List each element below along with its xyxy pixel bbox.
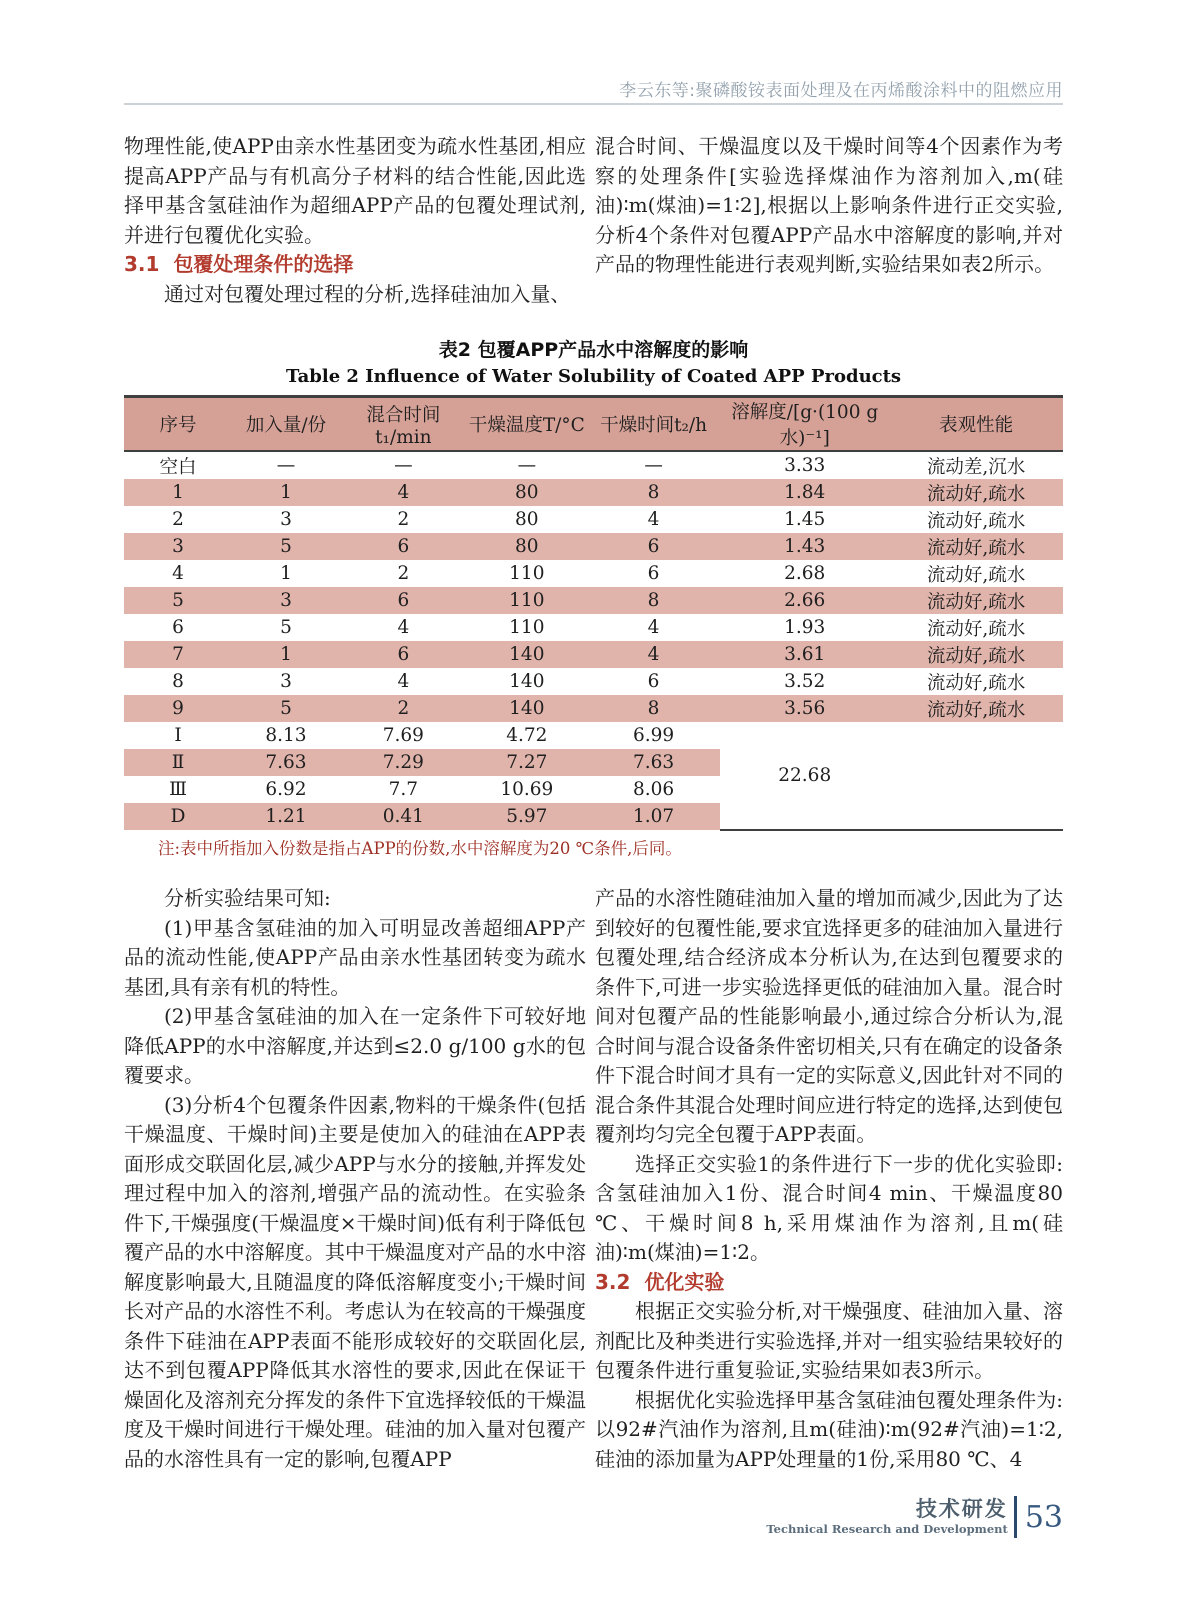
paragraph: 通过对包覆处理过程的分析,选择硅油加入量、 [164, 281, 571, 306]
paragraph: (2)甲基含氢硅油的加入在一定条件下可较好地降低APP的水中溶解度,并达到≤2.0 g/100 g水的包覆要求。 [124, 1004, 586, 1087]
table-cell: 80 [515, 509, 539, 530]
table2-title-cn: 表2 包覆APP产品水中溶解度的影响 [438, 339, 749, 361]
paragraph: (3)分析4个包覆条件因素,物料的干燥条件(包括干燥温度、干燥时间)主要是使加入的硅油在APP表面形成交联固化层,减少APP与水分的接触,并挥发处理过程中加入的溶剂,增强产品的流动性。在实验条件下,干燥强度(干燥温度×干燥时间)低有利于降低包覆产品的水中溶解度。其中干燥温度对产品的水中溶解度影响最大,且随温度的降低溶解度变小;干燥时间长对产品的水溶性不利。考虑认为在较高的干燥强度条件下硅油在APP表面不能形成较好的交联固化层,达不到包覆APP降低其水溶性的要求,因此在保证干燥固化及溶剂充分挥发的条件下宜选择较低的干燥温度及干燥时间进行干燥处理。硅油的加入量对包覆产品的水溶性具有一定的影响,包覆APP [124, 1092, 586, 1471]
table-cell: 5 [280, 617, 292, 638]
table-cell: 7 [124, 641, 232, 668]
section-title: 包覆处理条件的选择 [173, 252, 354, 276]
table-cell: 3.52 [784, 671, 826, 692]
table-cell: 空白 [159, 456, 197, 478]
table-cell: 1.93 [784, 617, 826, 638]
table-cell: 7.63 [232, 749, 340, 776]
table-cell: D [124, 803, 232, 830]
bottom-right-column [595, 884, 1063, 1474]
table-cell: 6.99 [632, 725, 675, 746]
table-cell: 4 [340, 479, 467, 506]
page-number: 53 [1024, 1499, 1063, 1535]
table-cell: 2 [397, 563, 410, 584]
table-row [124, 451, 1063, 479]
table-cell: Ⅰ [174, 725, 182, 746]
table-note: 注:表中所指加入份数是指占APP的份数,水中溶解度为20 ℃条件,后同。 [158, 839, 682, 858]
table-header-row [124, 397, 1063, 452]
table-cell: 8 [587, 695, 720, 722]
table-cell: 4 [647, 509, 660, 530]
table-cell: 8.13 [265, 725, 307, 746]
table-cell: 6 [340, 641, 467, 668]
table-cell: 110 [509, 617, 545, 638]
table-cell: 9 [124, 695, 232, 722]
solubility-table [124, 395, 1063, 831]
column-header: 混合时间t₁/min [340, 397, 467, 452]
table-cell: Ⅱ [124, 749, 232, 776]
table-cell: 4 [397, 671, 410, 692]
table-cell: 1 [124, 479, 232, 506]
column-header: 干燥时间t₂/h [587, 397, 720, 452]
table-cell: 1 [280, 563, 292, 584]
header-divider [124, 103, 1063, 105]
table-cell: 流动好,疏水 [889, 695, 1063, 722]
table-cell: 流动好,疏水 [926, 672, 1026, 694]
table-cell: 6 [340, 533, 467, 560]
merged-solubility-cell: 22.68 [720, 722, 889, 830]
table-cell: 140 [467, 695, 587, 722]
table-cell: 5 [124, 587, 232, 614]
table-cell: 140 [509, 671, 545, 692]
bottom-left-column [124, 884, 586, 1474]
table-cell: 3 [280, 509, 292, 530]
section-title: 优化实验 [644, 1269, 725, 1294]
page-footer [766, 1496, 1063, 1538]
table-cell: 流动好,疏水 [889, 587, 1063, 614]
table-cell: 5 [232, 533, 340, 560]
paragraph: 产品的水溶性随硅油加入量的增加而减少,因此为了达到较好的包覆性能,要求宜选择更多的硅油加入量进行包覆处理,结合经济成本分析认为,在达到包覆要求的条件下,可进一步实验选择更低的硅油加入量。混合时间对包覆产品的性能影响最小,通过综合分析认为,混合时间与混合设备条件密切相关,只有在确定的设备条件下混合时间才具有一定的实际意义,因此针对不同的混合条件其混合处理时间应进行特定的选择,达到使包覆剂均匀完全包覆于APP表面。 [595, 886, 1063, 1146]
table-cell: 80 [467, 479, 587, 506]
table-cell: 流动差,沉水 [926, 456, 1026, 478]
table-cell: 2.68 [784, 563, 826, 584]
table-cell: 110 [467, 587, 587, 614]
paragraph: 物理性能,使APP由亲水性基团变为疏水性基团,相应提高APP产品与有机高分子材料的结合性能,因此选择甲基含氢硅油作为超细APP产品的包覆处理试剂,并进行包覆优化实验。 [124, 134, 586, 247]
table-cell: 3.56 [720, 695, 889, 722]
table-cell: 3 [232, 587, 340, 614]
table-row [124, 641, 1063, 668]
column-header: 表观性能 [889, 397, 1063, 452]
table-cell: 6 [587, 533, 720, 560]
table-cell: 5 [232, 695, 340, 722]
table-cell: 1 [232, 479, 340, 506]
table-cell: 80 [467, 533, 587, 560]
table-cell: 流动好,疏水 [889, 533, 1063, 560]
table-cell: 1.45 [784, 509, 826, 530]
section-number: 3.2 [595, 1269, 631, 1294]
table-cell: 6 [647, 563, 660, 584]
table-cell: 2 [397, 509, 410, 530]
paragraph: 混合时间、干燥温度以及干燥时间等4个因素作为考察的处理条件[实验选择煤油作为溶剂加入,m(硅油)∶m(煤油)=1∶2],根据以上影响条件进行正交实验,分析4个条件对包覆APP产品水中溶解度的影响,并对产品的物理性能进行表观判断,实验结果如表2所示。 [595, 134, 1063, 276]
running-head: 李云东等:聚磷酸铵表面处理及在丙烯酸涂料中的阻燃应用 [619, 81, 1063, 101]
table-row [124, 533, 1063, 560]
table-cell: — [644, 455, 663, 476]
table-cell: 6.92 [265, 779, 307, 800]
column-header: 溶解度/[g·(100 g水)⁻¹] [720, 397, 889, 452]
table-cell: 1.21 [232, 803, 340, 830]
table-cell: 7.69 [382, 725, 424, 746]
column-header: 加入量/份 [232, 397, 340, 452]
table-cell: 2 [172, 509, 184, 530]
column-header: 干燥温度T/°C [467, 397, 587, 452]
table-row [124, 587, 1063, 614]
table-cell: 7.63 [587, 749, 720, 776]
table-cell: 4 [647, 617, 660, 638]
table-cell: 2 [340, 695, 467, 722]
table-cell: 8 [587, 587, 720, 614]
table-row [124, 479, 1063, 506]
table-cell: 8.06 [632, 779, 675, 800]
top-right-column [595, 132, 1063, 280]
table-cell: 流动好,疏水 [889, 641, 1063, 668]
table-cell: 6 [172, 617, 184, 638]
section-heading-3-1 [124, 250, 586, 280]
table-row [124, 668, 1063, 695]
table-cell: 流动好,疏水 [889, 479, 1063, 506]
column-header: 序号 [124, 397, 232, 452]
merged-empty-cell [889, 722, 1063, 830]
table2-block [124, 338, 1063, 860]
table-cell: 7.27 [467, 749, 587, 776]
section-number: 3.1 [124, 252, 160, 276]
table-cell: — [517, 455, 537, 476]
table-cell: 1.84 [720, 479, 889, 506]
table-cell: 7.29 [340, 749, 467, 776]
table-cell: 1.43 [720, 533, 889, 560]
table-cell: 4 [397, 617, 410, 638]
table-row [124, 695, 1063, 722]
table-cell: 3.33 [784, 455, 826, 476]
footer-section [766, 1496, 1008, 1536]
table-cell: 0.41 [340, 803, 467, 830]
table-cell: — [276, 455, 296, 476]
table-cell: 3.61 [720, 641, 889, 668]
table-cell: 110 [509, 563, 545, 584]
table-cell: 流动好,疏水 [926, 618, 1026, 640]
paragraph: (1)甲基含氢硅油的加入可明显改善超细APP产品的流动性能,使APP产品由亲水性基团转变为疏水基团,具有亲有机的特性。 [124, 915, 586, 999]
paragraph: 分析实验结果可知: [164, 886, 331, 910]
table-cell: 6 [340, 587, 467, 614]
top-left-column [124, 132, 586, 309]
table-cell: 6 [647, 671, 660, 692]
section-heading-3-2 [595, 1268, 1063, 1298]
table-cell: 8 [172, 671, 184, 692]
footer-section-en: Technical Research and Development [766, 1521, 1008, 1536]
paragraph: 根据正交实验分析,对干燥强度、硅油加入量、溶剂配比及种类进行实验选择,并对一组实验结果较好的包覆条件进行重复验证,实验结果如表3所示。 [595, 1299, 1063, 1382]
table-cell: 3 [124, 533, 232, 560]
table-cell: 4.72 [506, 725, 548, 746]
table-cell: 4 [172, 563, 184, 584]
table-cell: 5.97 [467, 803, 587, 830]
table-cell: 10.69 [500, 779, 554, 800]
table-cell: 3 [280, 671, 292, 692]
table-cell: Ⅲ [169, 779, 187, 800]
table-cell: 4 [587, 641, 720, 668]
table-cell: 1 [232, 641, 340, 668]
table-cell: 1.07 [587, 803, 720, 830]
table-row [124, 560, 1063, 587]
table-cell: 7.7 [388, 779, 419, 800]
footer-divider-bar [1014, 1496, 1017, 1538]
footer-section-cn: 技术研发 [915, 1496, 1008, 1521]
table-cell: — [394, 455, 413, 476]
table-stat-row [124, 722, 1063, 749]
table-cell: 流动好,疏水 [926, 564, 1026, 586]
table-row [124, 506, 1063, 533]
table-cell: 140 [467, 641, 587, 668]
table2-title-en: Table 2 Influence of Water Solubility of Coated APP Products [285, 366, 902, 387]
table-cell: 流动好,疏水 [926, 510, 1026, 532]
table-row [124, 614, 1063, 641]
paragraph: 选择正交实验1的条件进行下一步的优化实验即:含氢硅油加入1份、混合时间4 min、干燥温度80 ℃、干燥时间8 h,采用煤油作为溶剂,且m(硅油)∶m(煤油)=1∶2。 [595, 1151, 1063, 1264]
table-cell: 2.66 [720, 587, 889, 614]
paragraph: 根据优化实验选择甲基含氢硅油包覆处理条件为:以92#汽油作为溶剂,且m(硅油)∶m(92#汽油)=1∶2,硅油的添加量为APP处理量的1份,采用80 ℃、4 [595, 1387, 1063, 1471]
table-cell: 8 [587, 479, 720, 506]
